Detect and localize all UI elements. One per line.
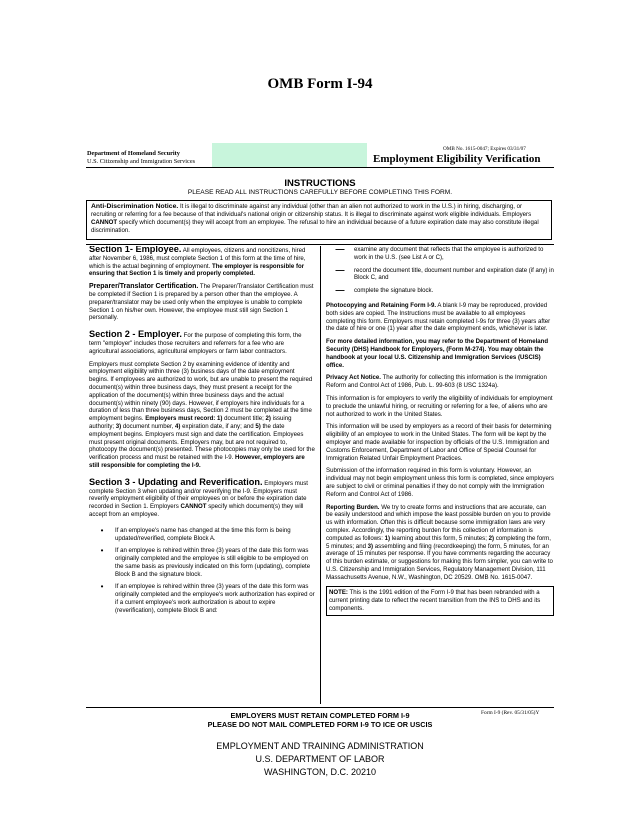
photocopy-text: A blank I-9 may be reproduced, provided both sides are copied. The Instructions must be available to all employees completing this form. Employers must retain completed I-9s for three (3) years after the date of hire or one (1) year after the date employment ends, whichever is later. xyxy=(326,301,551,333)
burden-t2: completing the form, 5 minutes; and xyxy=(326,534,551,550)
note-heading: NOTE: xyxy=(329,589,348,597)
s2-text-d: 2) xyxy=(265,415,271,423)
burden-paragraph xyxy=(326,504,554,582)
s2-text-b: Employers must record: 1) xyxy=(145,415,223,423)
retain-notice xyxy=(190,711,450,729)
highlight-box xyxy=(212,143,367,167)
privacy-text: The authority for collecting this information is the Immigration Reform and Control Act of 1986, Pub. L. 99-603 (8 USC 1324a). xyxy=(326,374,547,390)
no-mail-line: PLEASE DO NOT MAIL COMPLETED FORM I-9 TO ICE OR USCIS xyxy=(207,720,433,729)
burden-num-3: 3) xyxy=(367,542,374,550)
department-name: Department of Homeland Security xyxy=(87,150,180,157)
section1-heading: Section 1- Employee. xyxy=(89,246,182,254)
form-title: Employment Eligibility Verification xyxy=(373,153,541,165)
s2-text-f: 3) xyxy=(115,422,122,430)
privacy-p2: This information is for employers to verify the eligibility of individuals for employment to preclude the unlawful hiring, or recruiting or referring for a fee, of aliens who are not authorized to work in the United States. xyxy=(326,394,553,418)
section2-text: For the purpose of completing this form, the term "employer" includes those recruiters and referrers for a fee who are agricultural associations, agricultural employers or farm labor contractors. xyxy=(89,332,302,355)
bullet-text-c: If an employee is rehired within three (3) years of the date this form was originally completed and the employee's work authorization has expired or if a current employee's work authorization is about to expire (reverification), complete Block B and: xyxy=(115,583,315,614)
section3-text-2: specify which document(s) they will accept from an employee. xyxy=(89,503,304,518)
column-divider xyxy=(320,246,321,704)
privacy-paragraph xyxy=(326,374,554,390)
section1-bold: The employer is responsible for ensuring that Section 1 is timely and properly completed. xyxy=(89,262,305,278)
privacy-p4: Submission of the information required in this form is voluntary. However, an individual may not begin employment unless this form is completed, since employers are subject to civil or criminal penalties if they do not comply with the Immigration Reform and Control Act of 1986. xyxy=(326,467,554,498)
dash-text-c: complete the signature block. xyxy=(354,287,434,295)
left-column xyxy=(89,246,315,706)
privacy-p3: This information will be used by employers as a record of their basis for determining eligibility of an employee to work in the United States. The form will be kept by the employer and made available for inspection by officials of the U.S. Immigration and Customs Enforcement, Department of Labor and Office of Special Counsel for Immigration Related Unfair Employment Practices. xyxy=(326,423,552,462)
anti-text-1: It is illegal to discriminate against any individual (other than an alien not authorized to work in the U.S.) in hiring, discharging, or recruiting or referring for a fee because of that individual's national origin or citizenship status. It is illegal to discriminate against work eligible individuals. Employers xyxy=(91,203,532,218)
dash-glyph: — xyxy=(335,264,345,275)
section3-paragraph xyxy=(89,476,315,519)
more-info-paragraph: For more detailed information, you may refer to the Department of Homeland Security (DHS) Handbook for Employers, (Form M-274). You may obtain the handbook at your local U.S. Citizenship and Immigration Services (USCIS) office. xyxy=(326,338,549,369)
section2-heading: Section 2 - Employer. xyxy=(89,329,182,340)
bullet-glyph: • xyxy=(100,546,104,556)
dash-text-a: examine any document that reflects that the employee is authorized to work in the U.S. (see List A or C), xyxy=(354,246,544,261)
s2-text-h: 4) xyxy=(175,422,181,430)
burden-num-1: 1) xyxy=(384,534,391,542)
s2-text-j: 5) xyxy=(255,422,261,430)
list-item xyxy=(326,264,554,283)
burden-num-2: 2) xyxy=(488,534,495,542)
anti-cannot: CANNOT xyxy=(91,219,118,226)
bullet-text-a: If an employee's name has changed at the time this form is being updated/reverified, complete Block A. xyxy=(115,526,291,542)
dash-glyph: — xyxy=(335,285,345,296)
omb-number: OMB No. 1615-0047; Expires 03/31/07 xyxy=(443,146,526,152)
header-rule xyxy=(86,167,554,168)
right-column xyxy=(326,246,554,706)
dol-line: U.S. DEPARTMENT OF LABOR xyxy=(255,754,385,764)
s2-text-e: issuing authority; xyxy=(89,415,292,430)
bullet-glyph: • xyxy=(100,582,104,592)
page-title: OMB Form I-94 xyxy=(267,76,373,92)
burden-text: We try to create forms and instructions that are accurate, can be easily understood and which impose the least possible burden on you to provide us with information. Often this is difficult because some immigration laws are very complex. Accordingly, the reporting burden for this collection of information is computed as follows: xyxy=(326,503,551,542)
photocopy-paragraph xyxy=(326,302,554,333)
form-revision: Form I-9 (Rev. 05/31/05)Y xyxy=(481,710,540,716)
s2-text-c: document title; xyxy=(222,415,266,423)
burden-t3: assembling and filing (recordkeeping) the form, 5 minutes, for an average of 15 minutes per response. If you have comments regarding the accuracy of this burden estimate, or suggestions for making this form simpler, you can write to U.S. Citizenship and Immigration Services, Regulatory Management Division, 111 Massachusetts Avenue, N.W., Washington, DC 20529. OMB No. 1615-0047. xyxy=(326,542,553,581)
burden-t1: learning about this form, 5 minutes; xyxy=(390,534,489,542)
section3-cannot: CANNOT xyxy=(180,503,207,511)
section1-text: All employees, citizens and noncitizens, hired after November 6, 1986, must complete Section 1 of this form at the time of hire, which is the actual beginning of employment. xyxy=(89,247,306,270)
photocopy-heading: Photocopying and Retaining Form I-9. xyxy=(326,301,437,309)
s2-text-k: the date employment begins. Employers must sign and date the certification. Employees must present original documents. Employers may, but are not required to, photocopy the document(s) presented. These photocopies may only be used for the verification process and must be retained with the I-9. xyxy=(89,422,315,462)
anti-text-2: specify which document(s) they will accept from an employee. The refusal to hire an individual because of a future expiration date may also constitute illegal discrimination. xyxy=(91,219,539,234)
preparer-text: The Preparer/Translator Certification must be completed if Section 1 is prepared by a person other than the employee. A preparer/translator may be used only when the employee is unable to complete Section 1 on his/her own. However, the employee must still sign Section 1 personally. xyxy=(89,283,314,322)
s2-text-g: document number, xyxy=(121,422,176,430)
anti-label: Anti-Discrimination Notice. xyxy=(91,203,179,210)
retain-line: EMPLOYERS MUST RETAIN COMPLETED FORM I-9 xyxy=(230,711,410,720)
section1-paragraph xyxy=(89,246,315,278)
agency-name: U.S. Citizenship and Immigration Services xyxy=(87,158,196,165)
preparer-paragraph xyxy=(89,283,315,322)
city-line: WASHINGTON, D.C. 20210 xyxy=(263,767,377,777)
bullet-glyph: • xyxy=(100,525,104,535)
eta-line: EMPLOYMENT AND TRAINING ADMINISTRATION xyxy=(216,741,424,751)
list-item xyxy=(89,547,315,578)
list-item xyxy=(326,287,554,295)
section-top-rule xyxy=(86,244,554,245)
s2-text-i: expiration date, if any; and xyxy=(180,422,256,430)
anti-discrimination-notice xyxy=(86,200,552,240)
dash-text-b: record the document title, document number and expiration date (if any) in Block C, and xyxy=(354,266,554,282)
list-item xyxy=(89,527,315,543)
burden-heading: Reporting Burden. xyxy=(326,503,380,511)
section2-paragraph xyxy=(89,331,315,355)
s2-text-l: However, employers are still responsible for completing the I-9. xyxy=(89,454,305,469)
preparer-heading: Preparer/Translator Certification. xyxy=(89,283,199,291)
note-box xyxy=(326,586,554,615)
footer-rule xyxy=(86,707,554,708)
list-item xyxy=(326,246,554,262)
instructions-heading: INSTRUCTIONS xyxy=(284,178,356,189)
dash-glyph: — xyxy=(335,246,345,254)
bullet-text-b: If an employee is rehired within three (3) years of the date this form was originally completed and the employee is still eligible to be employed on the same basis as previously indicated on this form (updating), complete Block B and the signature block. xyxy=(115,547,311,578)
s2-text-a: Employers must complete Section 2 by examining evidence of identity and employment eligibility within three (3) business days of the date employment begins. If employees are authorized to work, but are unable to present the required document(s) within three business days, they must present a receipt for the application of the document(s) within three business days and the actual document(s) within ninety (90) days. However, if employers hire individuals for a duration of less than three business days, Section 2 must be completed at the time employment begins. xyxy=(89,360,313,423)
note-text: This is the 1991 edition of the Form I-9 that has been rebranded with a current printing date to reflect the recent transition from the INS to DHS and its components. xyxy=(329,589,541,613)
instructions-subheading: PLEASE READ ALL INSTRUCTIONS CAREFULLY BEFORE COMPLETING THIS FORM. xyxy=(187,189,453,196)
section2-details xyxy=(89,361,315,470)
privacy-heading: Privacy Act Notice. xyxy=(326,374,381,382)
list-item xyxy=(89,583,315,614)
section3-text-1: Employers must complete Section 3 when updating and/or reverifying the I-9. Employers must reverify employment eligibility of their employees on or before the expiration date recorded in Section 1. Employers xyxy=(89,479,308,511)
section3-heading: Section 3 - Updating and Reverification. xyxy=(89,476,263,487)
